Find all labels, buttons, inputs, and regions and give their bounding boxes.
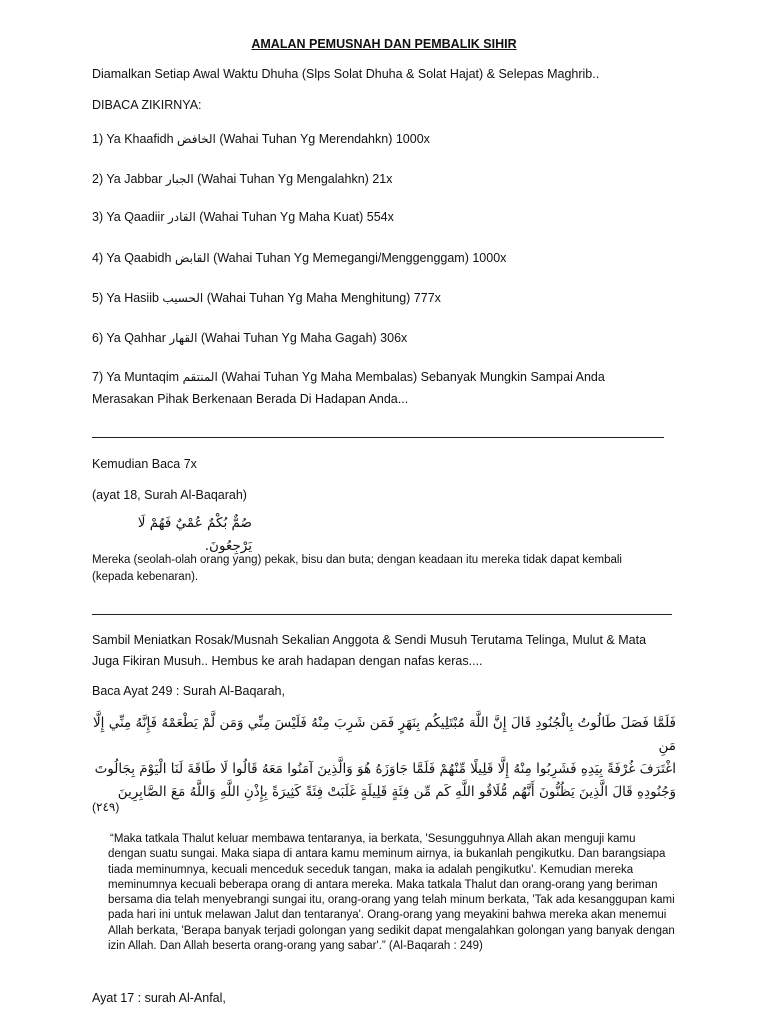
zikir-item-arabic: الحسيب [162,291,204,305]
ayat249-translation-line: bersama dia telah menyebrangi sungai itu, orang-orang yang telah minum berkata, 'Tak ada kesanggupan kami [108,894,675,907]
ayat17-reference: Ayat 17 : surah Al-Anfal, [92,991,226,1005]
ayat18-arabic: صُمٌّ بُكْمٌ عُمْيٌ فَهُمْ لَا يَرْجِعُونَ. [137,515,252,554]
zikir-item [92,369,676,385]
zikir-heading: DIBACA ZIKIRNYA: [92,98,202,112]
zikir-item-arabic: الجبار [165,172,194,186]
zikir-item [92,171,676,187]
zikir-item [92,250,676,266]
zikir-item-meaning: (Wahai Tuhan Yg Maha Kuat) 554x [195,210,394,224]
zikir-item-meaning: (Wahai Tuhan Yg Merendahkn) 1000x [215,132,430,146]
divider-line [92,614,672,615]
ayat249-arabic-line: وَجُنُودِهِ قَالَ الَّذِينَ يَظُنُّونَ أَنَّهُم مُّلَاقُو اللَّهِ كَم مِّن فِئَةٍ قَلِيلَةٍ غَلَبَتْ فِئَةً كَثِيرَةً بِإِذْنِ اللَّهِ وَاللَّهُ مَعَ الصَّابِرِينَ [117,784,676,800]
zikir-item-arabic: القادر [167,210,196,224]
ayat18-translation-line: Mereka (seolah-olah orang yang) pekak, bisu dan buta; dengan keadaan itu mereka tidak dapat kembali [92,554,622,566]
zikir-item-name: 1) Ya Khaafidh [92,132,178,146]
ayat249-translation [110,832,676,954]
zikir-item [92,209,676,225]
ayat249-translation-line: Allah berkata, 'Berapa banyak terjadi golongan yang sedikit dapat mengalahkan golongan yang banyak dengan [108,924,675,937]
ayat249-arabic-line: فَلَمَّا فَصَلَ طَالُوتُ بِالْجُنُودِ قَالَ إِنَّ اللَّهَ مُبْتَلِيكُم بِنَهَرٍ فَمَن شَرِبَ مِنْهُ فَلَيْسَ مِنِّي وَمَن لَّمْ يَطْعَمْهُ فَإِنَّهُ مِنِّي إِلَّا مَنِ [92,715,676,754]
zikir-item-name: 2) Ya Jabbar [92,172,166,186]
ayat18-reference: (ayat 18, Surah Al-Baqarah) [92,488,247,502]
ayat249-translation-line: pada hari ini untuk melawan Jalut dan tentaranya'. Orang-orang yang meyakini bahwa mereka akan menemui [108,909,667,922]
zikir-item-arabic: القهار [169,331,198,345]
zikir-item-meaning: (Wahai Tuhan Yg Maha Membalas) Sebanyak Mungkin Sampai Anda [217,370,605,384]
zikir-item [92,290,676,306]
zikir-item-arabic: المنتقم [182,370,218,384]
ayat249-arabic [92,712,676,804]
zikir-item-name: 7) Ya Muntaqim [92,370,183,384]
intro-text: Diamalkan Setiap Awal Waktu Dhuha (Slps Solat Dhuha & Solat Hajat) & Selepas Maghrib.. [92,67,600,81]
zikir-item-meaning: (Wahai Tuhan Yg Memegangi/Menggenggam) 1000x [209,251,507,265]
ayat249-reference: Baca Ayat 249 : Surah Al-Baqarah, [92,684,285,698]
zikir-item-name: 6) Ya Qahhar [92,331,170,345]
zikir-item-meaning: (Wahai Tuhan Yg Maha Menghitung) 777x [203,291,441,305]
ayat249-translation-line: “Maka tatkala Thalut keluar membawa tentaranya, ia berkata, 'Sesungguhnya Allah akan menguji kamu [110,833,636,845]
divider-line [92,437,664,438]
ayat249-translation-line: meminumnya kecuali beberapa orang di antara mereka. Maka tatkala Thalut dan orang-orang yang beriman [108,878,658,891]
ayat249-translation-line: dengan suatu sungai. Maka siapa di antara kamu meminum airnya, ia bukanlah pengikutku. Dan barangsiapa [108,848,666,861]
zikir-item-name: 3) Ya Qaadiir [92,210,168,224]
zikir-item-name: 5) Ya Hasiib [92,291,163,305]
sambil-text-line: Juga Fikiran Musuh.. Hembus ke arah hadapan dengan nafas keras.... [92,654,483,668]
ayat18-translation-line: (kepada kebenaran). [92,571,199,583]
zikir-item-meaning: (Wahai Tuhan Yg Mengalahkn) 21x [193,172,393,186]
zikir-item-meaning: (Wahai Tuhan Yg Maha Gagah) 306x [197,331,408,345]
ayat249-translation-line: tiada meminumnya, kecuali menceduk seceduk tangan, maka ia adalah pengikutku'. Kemudian mereka [108,863,634,876]
zikir-item-arabic: الخافض [177,132,216,146]
zikir-item-continuation: Merasakan Pihak Berkenaan Berada Di Hadapan Anda... [92,392,409,406]
ayat249-number: (٢٤٩) [92,800,120,814]
sambil-text-line: Sambil Meniatkan Rosak/Musnah Sekalian Anggota & Sendi Musuh Terutama Telinga, Mulut & Mata [92,633,647,647]
zikir-item [92,131,676,147]
zikir-item-name: 4) Ya Qaabidh [92,251,175,265]
zikir-item-arabic: القابض [174,251,210,265]
ayat249-translation-line: izin Allah. Dan Allah beserta orang-orang yang sabar'.” (Al-Baqarah : 249) [108,940,483,953]
ayat249-arabic-line: اغْتَرَفَ غُرْفَةً بِيَدِهِ فَشَرِبُوا مِنْهُ إِلَّا قَلِيلًا مِّنْهُمْ فَلَمَّا جَاوَزَهُ هُوَ وَالَّذِينَ آمَنُوا مَعَهُ قَالُوا لَا طَاقَةَ لَنَا الْيَوْمَ بِجَالُوتَ [94,761,676,777]
ayat18-translation [92,552,676,586]
kemudian-text: Kemudian Baca 7x [92,457,197,471]
zikir-item [92,330,676,346]
page-title: AMALAN PEMUSNAH DAN PEMBALIK SIHIR [251,37,517,51]
